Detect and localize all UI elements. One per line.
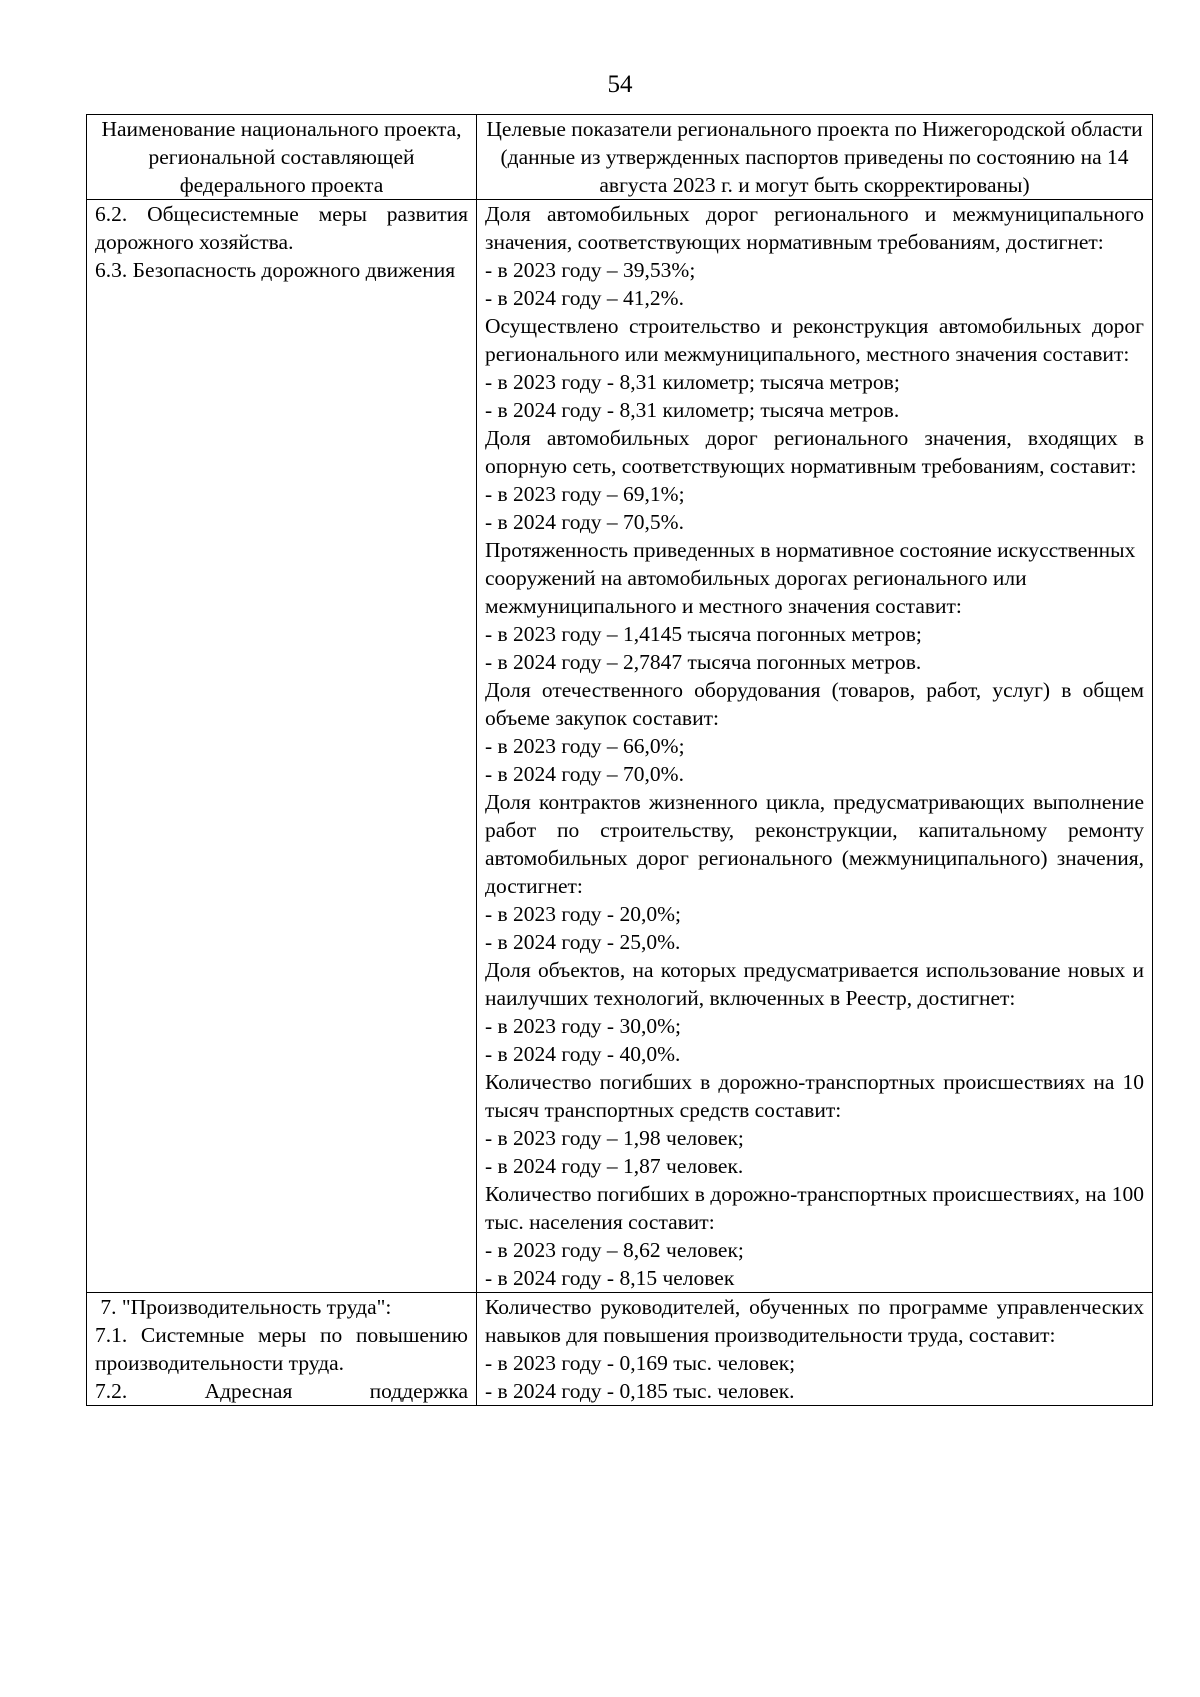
header-col-project-name: Наименование национального проекта, региональной составляющей федерального проекта xyxy=(87,115,477,200)
row1-left-cell xyxy=(87,200,477,1293)
indicator-value: - в 2024 году – 70,0%. xyxy=(485,762,684,786)
indicator-value: - в 2023 году - 20,0%; xyxy=(485,902,681,926)
indicator-value: - в 2024 году - 8,31 километр; тысяча метров. xyxy=(485,398,900,422)
indicator-text: Доля объектов, на которых предусматривается использование новых и наилучших технологий, включенных в Реестр, достигнет: xyxy=(485,958,1144,1010)
indicator-value: - в 2024 году - 25,0%. xyxy=(485,930,681,954)
table-header-row xyxy=(87,115,1153,200)
header-col-target-indicators: Целевые показатели регионального проекта по Нижегородской области (данные из утвержденных паспортов приведены по состоянию на 14 августа 2023 г. и могут быть скорректированы) xyxy=(477,115,1153,200)
indicator-value: - в 2024 году - 0,185 тыс. человек. xyxy=(485,1379,795,1403)
project-item-6-3: 6.3. Безопасность дорожного движения xyxy=(95,258,456,282)
indicator-text: Протяженность приведенных в нормативное состояние искусственных сооружений на автомобильных дорогах регионального или межмуниципального и местного значения составит: xyxy=(485,538,1136,618)
indicator-text: Доля автомобильных дорог регионального значения, входящих в опорную сеть, соответствующих нормативным требованиям, составит: xyxy=(485,426,1144,478)
project-item-7-2: 7.2. Адресная поддержка xyxy=(95,1379,468,1403)
indicator-value: - в 2023 году - 8,31 километр; тысяча метров; xyxy=(485,370,900,394)
indicator-text: Доля автомобильных дорог регионального и межмуниципального значения, соответствующих нормативным требованиям, достигнет: xyxy=(485,202,1144,254)
targets-table xyxy=(86,114,1153,1406)
indicator-value: - в 2024 году - 8,15 человек xyxy=(485,1266,735,1290)
indicator-value: - в 2024 году – 1,87 человек. xyxy=(485,1154,744,1178)
page-number: 54 xyxy=(607,71,633,98)
indicator-value: - в 2023 году - 30,0%; xyxy=(485,1014,681,1038)
indicator-value: - в 2023 году - 0,169 тыс. человек; xyxy=(485,1351,796,1375)
indicator-text: Количество руководителей, обученных по программе управленческих навыков для повышения производительности труда, составит: xyxy=(485,1295,1144,1347)
indicator-text: Количество погибших в дорожно-транспортных происшествиях на 10 тысяч транспортных средств составит: xyxy=(485,1070,1144,1122)
indicator-text: Осуществлено строительство и реконструкция автомобильных дорог регионального или межмуниципального, местного значения составит: xyxy=(485,314,1144,366)
table-row-labor-productivity xyxy=(87,1293,1153,1406)
indicator-text: Количество погибших в дорожно-транспортных происшествиях, на 100 тыс. населения составит: xyxy=(485,1182,1144,1234)
row2-left-cell xyxy=(87,1293,477,1406)
indicator-value: - в 2024 году – 2,7847 тысяча погонных метров. xyxy=(485,650,922,674)
indicator-value: - в 2023 году – 66,0%; xyxy=(485,734,685,758)
table-row-road-safety xyxy=(87,200,1153,1293)
row2-right-cell xyxy=(477,1293,1153,1406)
project-item-7-1: 7.1. Системные меры по повышению производительности труда. xyxy=(95,1323,468,1375)
indicator-value: - в 2024 году – 70,5%. xyxy=(485,510,684,534)
indicator-value: - в 2023 году – 69,1%; xyxy=(485,482,685,506)
indicator-value: - в 2023 году – 1,4145 тысяча погонных метров; xyxy=(485,622,922,646)
indicator-value: - в 2023 году – 39,53%; xyxy=(485,258,696,282)
indicator-value: - в 2023 году – 8,62 человек; xyxy=(485,1238,744,1262)
indicator-text: Доля отечественного оборудования (товаров, работ, услуг) в общем объеме закупок составит: xyxy=(485,678,1144,730)
project-item-7: 7. "Производительность труда": xyxy=(95,1295,392,1319)
project-item-6-2: 6.2. Общесистемные меры развития дорожного хозяйства. xyxy=(95,202,468,254)
indicator-value: - в 2023 году – 1,98 человек; xyxy=(485,1126,744,1150)
row1-right-cell xyxy=(477,200,1153,1293)
indicator-value: - в 2024 году - 40,0%. xyxy=(485,1042,681,1066)
indicator-text: Доля контрактов жизненного цикла, предусматривающих выполнение работ по строительству, реконструкции, капитальному ремонту автомобильных дорог регионального (межмуниципального) значения, достигнет: xyxy=(485,790,1144,898)
indicator-value: - в 2024 году – 41,2%. xyxy=(485,286,684,310)
